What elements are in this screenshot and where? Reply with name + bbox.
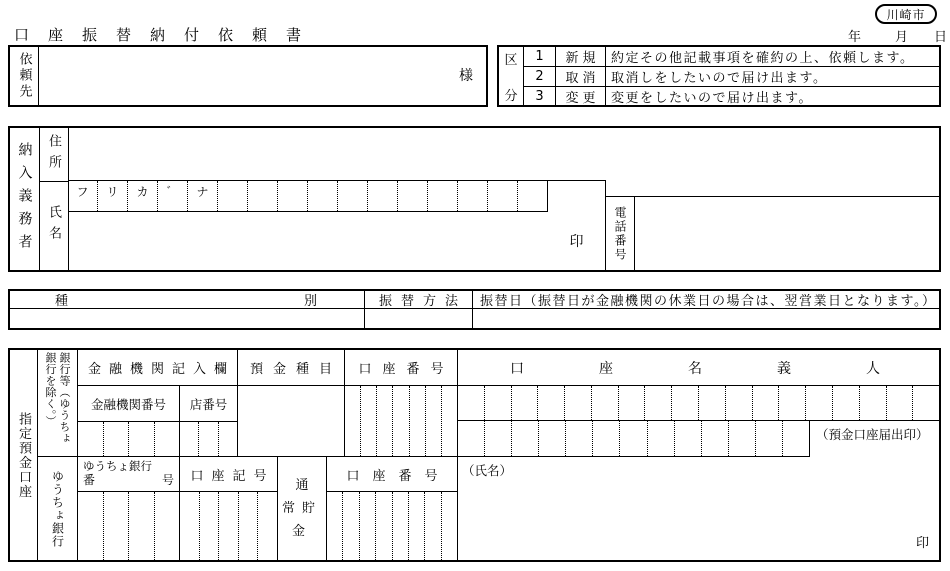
entry-cell[interactable] xyxy=(484,421,511,456)
kind-header-char: 種 xyxy=(55,294,69,309)
category-row1-num[interactable]: 1 xyxy=(524,47,556,67)
category-row2-num[interactable]: 2 xyxy=(524,67,556,87)
yucho-symbol-cells xyxy=(180,492,278,560)
entry-cell[interactable] xyxy=(154,492,180,560)
entry-cell[interactable] xyxy=(537,386,564,420)
entry-cell[interactable] xyxy=(218,422,237,456)
month-label: 月 xyxy=(895,30,909,45)
entry-cell[interactable] xyxy=(698,386,725,420)
entry-cell[interactable]: リ xyxy=(97,181,127,211)
entry-cell[interactable] xyxy=(217,181,247,211)
entry-cell[interactable] xyxy=(592,421,619,456)
entry-cell[interactable] xyxy=(487,181,517,211)
name-label: 氏名 xyxy=(46,204,61,247)
payer-section-label-cell xyxy=(10,128,40,270)
account-number-cells xyxy=(345,386,458,457)
branch-number-label: 店番号 xyxy=(180,386,238,422)
entry-cell[interactable] xyxy=(277,181,307,211)
category-row2-desc: 取消しをしたいので届け出ます。 xyxy=(606,67,939,87)
yucho-bank-number-cells xyxy=(78,492,180,560)
entry-cell[interactable] xyxy=(755,421,782,456)
yucho-account-number-header: 口座番号 xyxy=(327,457,458,492)
entry-cell[interactable] xyxy=(671,386,698,420)
entry-cell[interactable] xyxy=(199,492,219,560)
category-row1-type[interactable]: 新規 xyxy=(556,47,606,67)
yucho-subsection-label xyxy=(38,457,77,560)
name-note-label: （氏名） xyxy=(462,463,513,478)
category-row1-desc: 約定その他記載事項を確約の上、依頼します。 xyxy=(606,47,939,67)
kind-header xyxy=(10,291,365,309)
category-label-char: 分 xyxy=(504,89,518,104)
yucho-account-number-cells xyxy=(327,492,458,560)
entry-cell[interactable] xyxy=(832,386,859,420)
year-label: 年 xyxy=(848,30,862,45)
holder-header-char: 口 xyxy=(510,360,524,377)
address-label: 住所 xyxy=(46,133,61,176)
honorific-label: 様 xyxy=(459,68,473,84)
transfer-date-input-cell[interactable] xyxy=(473,309,939,328)
entry-cell[interactable] xyxy=(247,181,277,211)
entry-cell[interactable] xyxy=(327,492,342,560)
category-row3-type[interactable]: 変更 xyxy=(556,87,606,106)
entry-cell[interactable] xyxy=(359,492,375,560)
category-label-char: 区 xyxy=(504,53,518,68)
yucho-label: ゆうちょ銀行 xyxy=(50,469,65,548)
deposit-type-input-cell[interactable] xyxy=(238,386,345,457)
holder-header-char: 義 xyxy=(777,360,791,377)
category-row3-desc: 変更をしたいので届け出ます。 xyxy=(611,91,813,106)
recipient-box xyxy=(8,45,488,107)
transfer-date-header: 振替日（振替日が金融機関の休業日の場合は、翌営業日となります。） xyxy=(473,291,939,309)
account-section-label: 指定預金口座 xyxy=(16,411,31,499)
entry-cell[interactable] xyxy=(367,181,397,211)
entry-cell[interactable] xyxy=(647,421,674,456)
recipient-label-cell xyxy=(10,47,39,105)
holder-header-char: 人 xyxy=(866,360,880,377)
form-title: 口座振替納付依頼書 xyxy=(14,26,321,44)
entry-cell[interactable] xyxy=(198,422,217,456)
entry-cell[interactable] xyxy=(619,421,646,456)
payer-section-label: 納入義務者 xyxy=(16,141,33,257)
entry-cell[interactable] xyxy=(392,492,408,560)
bank-label-left-column: 銀行を除く。） xyxy=(44,352,57,427)
payer-seal-area[interactable] xyxy=(548,180,606,270)
bank-number-cells xyxy=(78,422,180,457)
bank-subsection-label xyxy=(38,350,77,457)
seal-label: 印 xyxy=(569,234,584,250)
entry-cell[interactable] xyxy=(458,386,484,420)
entry-cell[interactable] xyxy=(360,386,376,456)
category-row3-num[interactable]: 3 xyxy=(524,87,556,106)
entry-cell[interactable] xyxy=(644,386,671,420)
account-section xyxy=(8,348,941,562)
entry-cell[interactable] xyxy=(805,386,832,420)
payer-field-labels xyxy=(39,128,69,270)
entry-cell[interactable] xyxy=(517,181,547,211)
entry-cell[interactable] xyxy=(78,492,103,560)
entry-cell[interactable] xyxy=(564,386,591,420)
bank-number-label: 金融機関番号 xyxy=(78,386,180,422)
entry-cell[interactable] xyxy=(128,422,154,456)
entry-cell[interactable] xyxy=(337,181,367,211)
name-input-area[interactable] xyxy=(68,212,548,270)
entry-cell[interactable] xyxy=(591,386,618,420)
registered-seal-note: （預金口座届出印） xyxy=(816,427,929,442)
recipient-input-area[interactable] xyxy=(38,47,486,105)
phone-box xyxy=(606,196,939,270)
holder-kana-cells-row2 xyxy=(458,421,810,457)
account-number-header: 口座番号 xyxy=(345,350,458,386)
yucho-bank-number-label-line1: ゆうちょ銀行 xyxy=(83,459,152,473)
name-label-cell xyxy=(39,181,68,270)
account-section-label-cell xyxy=(10,350,38,560)
yucho-seal-label: 印 xyxy=(915,536,929,551)
category-table xyxy=(497,45,941,107)
bank-label-right-column: 銀行等（ゆうちょ xyxy=(58,352,71,444)
yucho-symbol-header: 口座記号 xyxy=(180,457,278,492)
entry-cell[interactable] xyxy=(397,181,427,211)
entry-cell[interactable] xyxy=(307,181,337,211)
category-label xyxy=(499,47,524,106)
holder-kana-cells-row1 xyxy=(458,386,939,421)
entry-cell[interactable] xyxy=(345,386,360,456)
entry-cell[interactable] xyxy=(424,492,440,560)
yucho-deposit-kind-cell xyxy=(278,457,327,560)
holder-header-char: 座 xyxy=(599,360,613,377)
branch-number-cells xyxy=(180,422,238,457)
entry-cell[interactable] xyxy=(511,421,538,456)
entry-cell[interactable] xyxy=(701,421,728,456)
entry-cell[interactable] xyxy=(441,492,457,560)
entry-cell[interactable] xyxy=(886,386,913,420)
furigana-cells xyxy=(68,180,548,212)
phone-label: 電話番号 xyxy=(613,205,627,262)
recipient-label: 依頼先 xyxy=(16,52,32,100)
account-holder-header xyxy=(458,350,939,386)
entry-cell[interactable] xyxy=(408,492,424,560)
method-header: 振替方法 xyxy=(365,291,473,309)
entry-cell[interactable] xyxy=(778,386,805,420)
phone-label-cell xyxy=(606,197,635,270)
entry-cell[interactable] xyxy=(238,492,258,560)
entry-cell[interactable] xyxy=(392,386,408,456)
entry-cell[interactable]: ナ xyxy=(187,181,217,211)
entry-cell[interactable] xyxy=(859,386,886,420)
phone-input-area[interactable] xyxy=(634,197,939,270)
entry-cell[interactable] xyxy=(441,386,457,456)
address-input-area[interactable] xyxy=(68,128,939,180)
entry-cell[interactable] xyxy=(257,492,277,560)
entry-cell[interactable] xyxy=(375,492,391,560)
kind-header-char: 別 xyxy=(303,294,317,309)
entry-cell[interactable] xyxy=(484,386,511,420)
yucho-label-char: 号 xyxy=(161,473,174,487)
yucho-deposit-kind-label: 通常貯金 xyxy=(281,478,322,539)
entry-cell[interactable] xyxy=(511,386,538,420)
entry-cell[interactable] xyxy=(458,421,484,456)
kind-input-cell[interactable] xyxy=(10,309,365,328)
entry-cell[interactable] xyxy=(728,421,755,456)
entry-cell[interactable] xyxy=(725,386,752,420)
entry-cell[interactable] xyxy=(78,422,103,456)
entry-cell[interactable] xyxy=(752,386,779,420)
entry-cell[interactable] xyxy=(538,421,565,456)
transfer-type-table xyxy=(8,289,941,330)
payer-section xyxy=(8,126,941,272)
entry-cell[interactable] xyxy=(912,386,939,420)
city-seal-stamp: 川崎市 xyxy=(875,4,937,24)
entry-cell[interactable] xyxy=(342,492,358,560)
yucho-label-char: 番 xyxy=(83,473,96,487)
entry-cell[interactable] xyxy=(128,492,154,560)
entry-cell[interactable] xyxy=(180,422,198,456)
category-row2-type[interactable]: 取消 xyxy=(556,67,606,87)
entry-cell[interactable] xyxy=(565,421,592,456)
entry-cell[interactable] xyxy=(457,181,487,211)
entry-cell[interactable]: カ xyxy=(127,181,157,211)
entry-cell[interactable] xyxy=(425,386,441,456)
entry-cell[interactable] xyxy=(409,386,425,456)
entry-cell[interactable] xyxy=(218,492,238,560)
financial-institution-entry-header: 金融機関記入欄 xyxy=(78,350,238,386)
yucho-bank-number-label-line2 xyxy=(83,473,174,487)
yucho-bank-number-label xyxy=(78,457,180,492)
entry-cell[interactable] xyxy=(618,386,645,420)
entry-cell[interactable] xyxy=(376,386,392,456)
entry-cell[interactable] xyxy=(427,181,457,211)
deposit-type-header: 預金種目 xyxy=(238,350,345,386)
entry-cell[interactable] xyxy=(782,421,809,456)
holder-header-char: 名 xyxy=(688,360,702,377)
address-label-cell xyxy=(39,128,68,182)
entry-cell[interactable] xyxy=(180,492,199,560)
account-subsection-labels xyxy=(38,350,78,560)
entry-cell[interactable] xyxy=(154,422,180,456)
method-input-cell[interactable] xyxy=(365,309,473,328)
entry-cell[interactable] xyxy=(103,492,129,560)
entry-cell[interactable] xyxy=(674,421,701,456)
day-label: 日 xyxy=(934,30,948,45)
entry-cell[interactable] xyxy=(103,422,129,456)
yucho-holder-name-area[interactable] xyxy=(458,457,939,560)
entry-cell[interactable]: フ xyxy=(76,185,89,199)
entry-cell[interactable]: ゛ xyxy=(157,181,187,211)
